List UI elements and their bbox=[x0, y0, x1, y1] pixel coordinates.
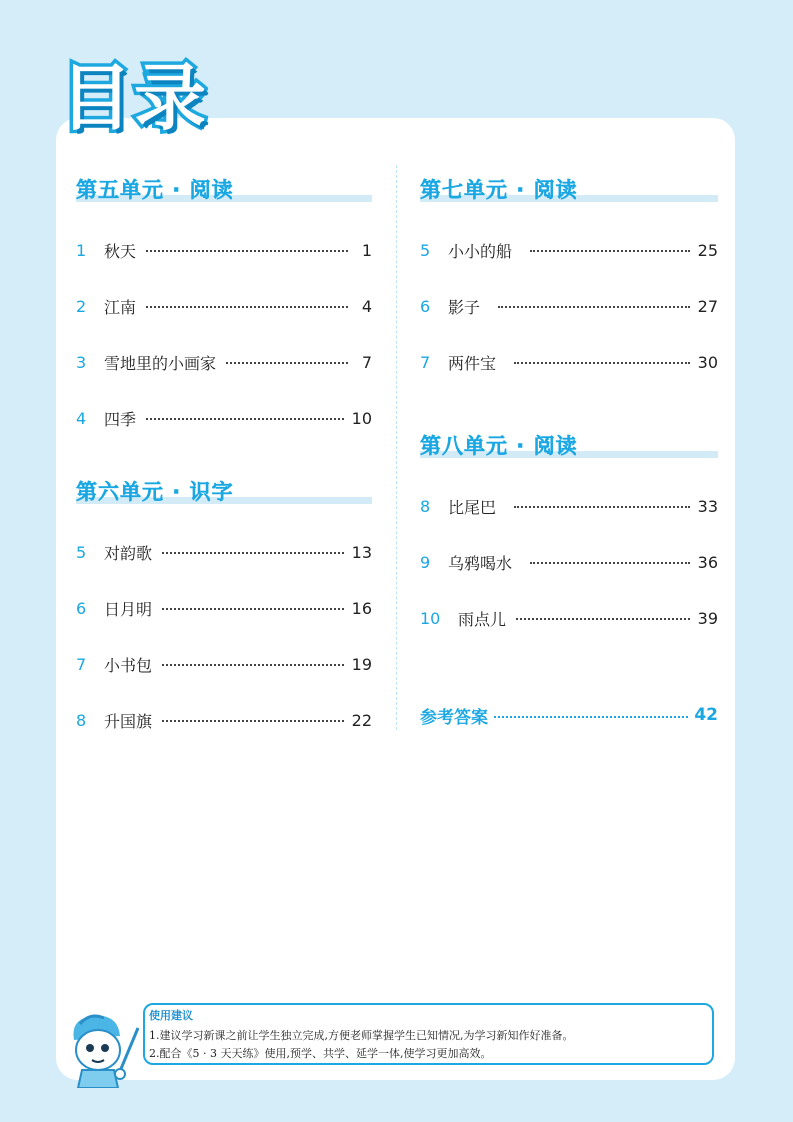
toc-entry[interactable] bbox=[76, 222, 372, 278]
entry-page: 7 bbox=[361, 352, 372, 372]
leader-dots bbox=[146, 306, 348, 308]
entry-page: 33 bbox=[697, 496, 718, 516]
leader-dots bbox=[514, 506, 690, 508]
entry-number: 8 bbox=[420, 496, 431, 516]
entry-number: 5 bbox=[420, 240, 431, 260]
entry-title: 江南 bbox=[104, 297, 137, 317]
leader-dots bbox=[494, 716, 688, 718]
entry-title: 小小的船 bbox=[448, 241, 513, 261]
section-heading-text: 第八单元 · 阅读 bbox=[420, 434, 578, 458]
toc-entry[interactable] bbox=[76, 692, 372, 748]
entry-page: 16 bbox=[351, 598, 372, 618]
entry-title: 雪地里的小画家 bbox=[104, 353, 217, 373]
leader-dots bbox=[146, 250, 348, 252]
entry-title: 小书包 bbox=[104, 655, 153, 675]
entry-number: 8 bbox=[76, 710, 87, 730]
toc-entry[interactable] bbox=[76, 524, 372, 580]
entry-page: 4 bbox=[361, 296, 372, 316]
usage-tip-box bbox=[143, 1003, 714, 1065]
entry-number: 7 bbox=[420, 352, 431, 372]
entry-page: 10 bbox=[351, 408, 372, 428]
entry-page: 27 bbox=[697, 296, 718, 316]
right-column bbox=[420, 150, 718, 646]
leader-dots bbox=[162, 608, 344, 610]
entry-title: 雨点儿 bbox=[458, 609, 507, 629]
entry-page: 19 bbox=[351, 654, 372, 674]
entry-title: 对韵歌 bbox=[104, 543, 153, 563]
unit-section bbox=[76, 464, 372, 748]
toc-entry[interactable] bbox=[76, 334, 372, 390]
column-divider bbox=[396, 165, 397, 730]
entry-page: 13 bbox=[351, 542, 372, 562]
unit-section bbox=[420, 418, 718, 646]
entry-page: 39 bbox=[697, 608, 718, 628]
leader-dots bbox=[530, 250, 690, 252]
unit-section bbox=[76, 162, 372, 446]
entry-number: 9 bbox=[420, 552, 431, 572]
leader-dots bbox=[162, 664, 344, 666]
section-heading bbox=[420, 162, 718, 202]
entry-title: 两件宝 bbox=[448, 353, 497, 373]
tip-line: 2.配合《5 · 3 天天练》使用,预学、共学、延学一体,使学习更加高效。 bbox=[149, 1047, 492, 1060]
toc-entry[interactable] bbox=[420, 222, 718, 278]
entry-title: 四季 bbox=[104, 409, 137, 429]
leader-dots bbox=[226, 362, 348, 364]
entry-page: 25 bbox=[697, 240, 718, 260]
page-title: 目录 bbox=[60, 56, 209, 140]
toc-entry[interactable] bbox=[420, 278, 718, 334]
entry-title: 比尾巴 bbox=[448, 497, 497, 517]
section-heading-text: 第五单元 · 阅读 bbox=[76, 178, 234, 202]
left-column bbox=[76, 150, 372, 748]
entry-number: 5 bbox=[76, 542, 87, 562]
entry-number: 1 bbox=[76, 240, 87, 260]
section-heading-text: 第六单元 · 识字 bbox=[76, 480, 234, 504]
entry-number: 10 bbox=[420, 608, 441, 628]
toc-entry[interactable] bbox=[420, 478, 718, 534]
leader-dots bbox=[530, 562, 690, 564]
entry-number: 6 bbox=[76, 598, 87, 618]
toc-entry[interactable] bbox=[420, 590, 718, 646]
answers-label: 参考答案 bbox=[420, 707, 488, 728]
tip-title: 使用建议 bbox=[149, 1009, 193, 1022]
leader-dots bbox=[514, 362, 690, 364]
answers-page: 42 bbox=[694, 705, 718, 725]
entry-title: 日月明 bbox=[104, 599, 153, 619]
answers-entry[interactable] bbox=[420, 700, 718, 730]
entry-number: 6 bbox=[420, 296, 431, 316]
toc-entry[interactable] bbox=[76, 580, 372, 636]
section-heading bbox=[76, 162, 372, 202]
toc-entry[interactable] bbox=[76, 636, 372, 692]
mascot-illustration bbox=[60, 1010, 144, 1088]
leader-dots bbox=[162, 552, 344, 554]
entry-number: 3 bbox=[76, 352, 87, 372]
entry-title: 升国旗 bbox=[104, 711, 153, 731]
entry-title: 影子 bbox=[448, 297, 481, 317]
leader-dots bbox=[516, 618, 690, 620]
entry-page: 1 bbox=[361, 240, 372, 260]
entry-page: 36 bbox=[697, 552, 718, 572]
tip-line: 1.建议学习新课之前让学生独立完成,方便老师掌握学生已知情况,为学习新知作好准备。 bbox=[149, 1029, 574, 1042]
leader-dots bbox=[162, 720, 344, 722]
entry-title: 乌鸦喝水 bbox=[448, 553, 513, 573]
toc-entry[interactable] bbox=[76, 390, 372, 446]
section-heading bbox=[76, 464, 372, 504]
entry-title: 秋天 bbox=[104, 241, 137, 261]
entry-page: 22 bbox=[351, 710, 372, 730]
entry-number: 2 bbox=[76, 296, 87, 316]
leader-dots bbox=[146, 418, 344, 420]
unit-section bbox=[420, 162, 718, 390]
toc-entry[interactable] bbox=[420, 334, 718, 390]
section-heading-text: 第七单元 · 阅读 bbox=[420, 178, 578, 202]
toc-entry[interactable] bbox=[420, 534, 718, 590]
entry-number: 7 bbox=[76, 654, 87, 674]
toc-entry[interactable] bbox=[76, 278, 372, 334]
entry-page: 30 bbox=[697, 352, 718, 372]
section-heading bbox=[420, 418, 718, 458]
entry-number: 4 bbox=[76, 408, 87, 428]
leader-dots bbox=[498, 306, 690, 308]
